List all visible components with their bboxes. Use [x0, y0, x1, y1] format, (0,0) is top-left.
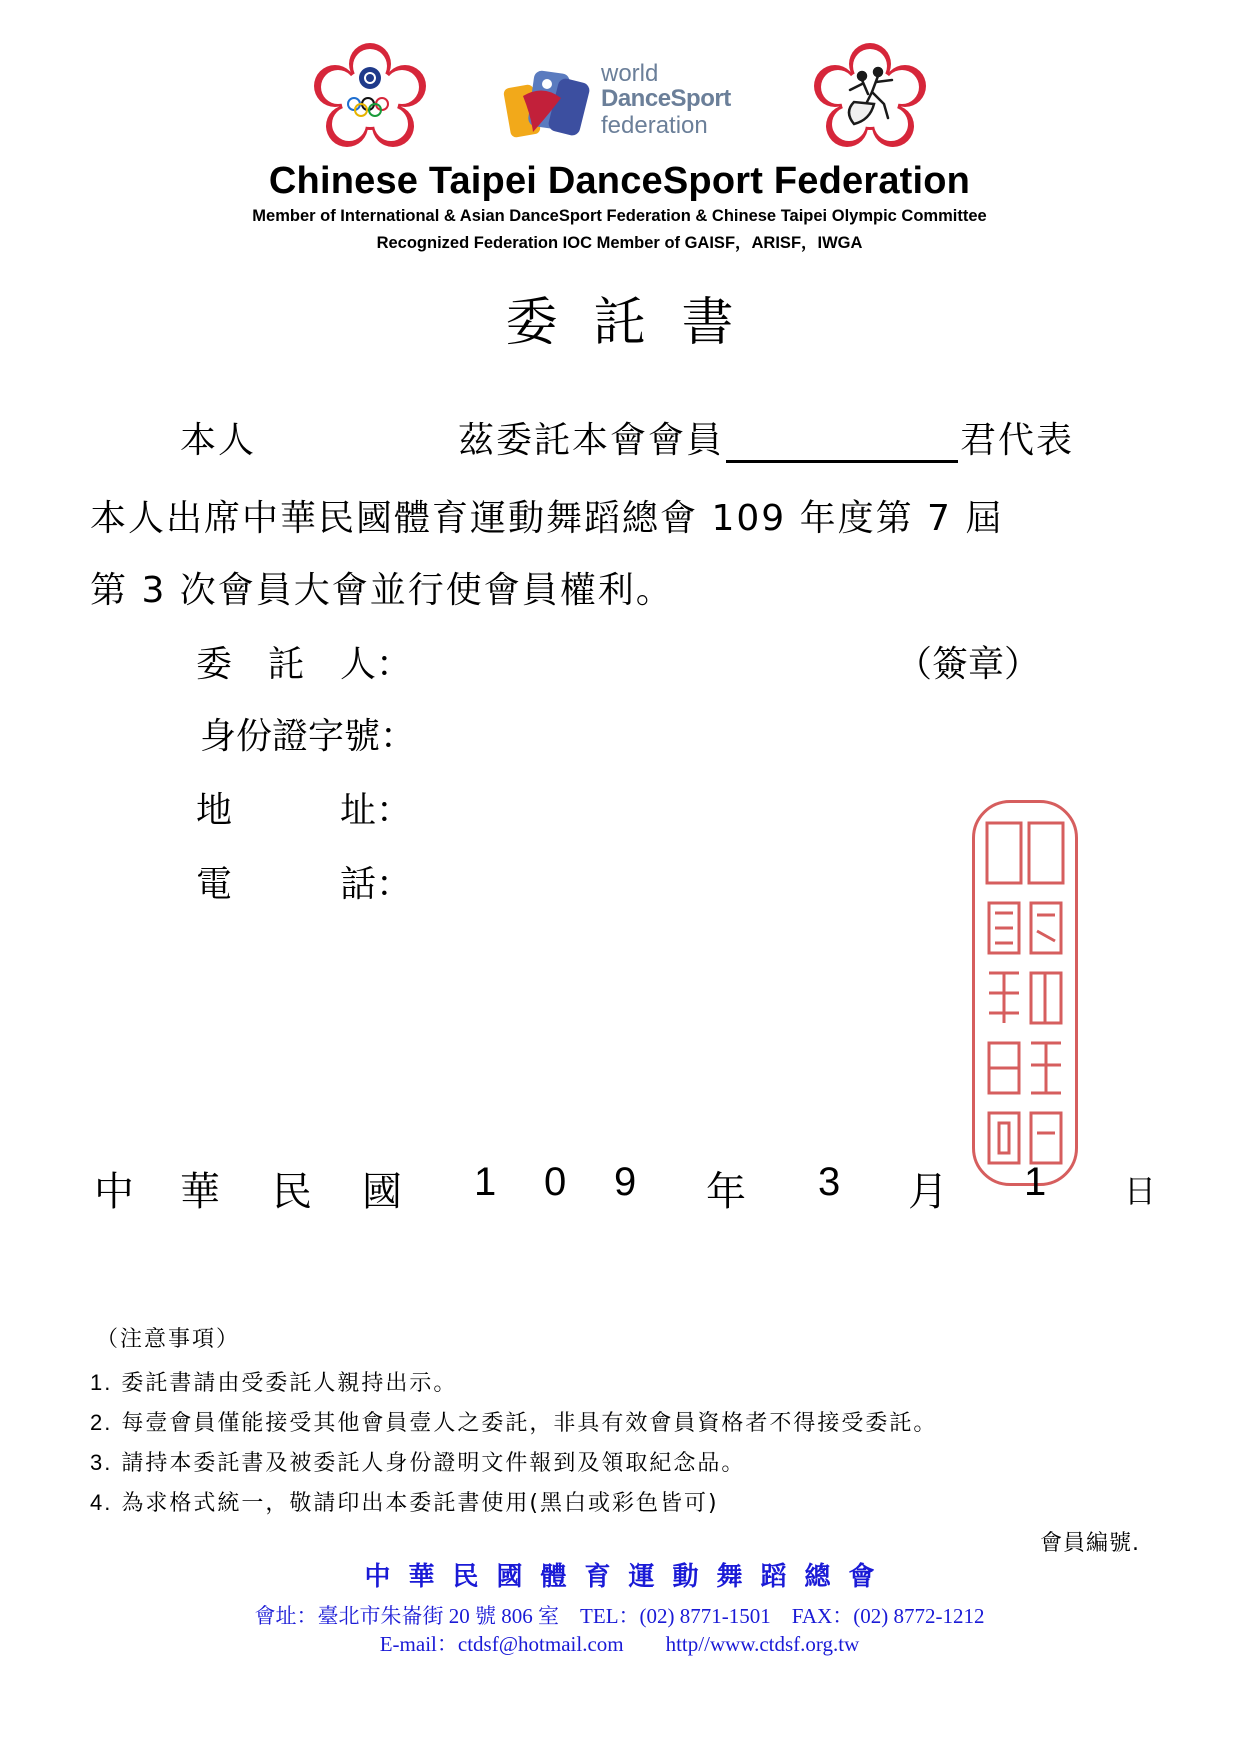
org-subtitle-2: Recognized Federation IOC Member of GAISF，ARISF，IWGA: [376, 234, 863, 252]
body-line-1c-text: 君代表: [960, 420, 1075, 461]
note-item-2: [90, 1406, 937, 1437]
date-char-1: 中: [94, 1169, 134, 1215]
footer-org-name: 中華民國體育運動舞蹈總會: [364, 1562, 893, 1592]
note-text: 委託書請由受委託人親持出示。: [121, 1371, 458, 1396]
note-item-4: [90, 1486, 719, 1517]
principal-label: 委 託 人：: [196, 644, 413, 685]
note-item-3: [90, 1446, 745, 1477]
month-value: 3: [818, 1160, 841, 1204]
wdsf-word-2: DanceSport: [601, 85, 731, 112]
delegate-name-blank[interactable]: [726, 426, 958, 463]
olympic-committee-emblem: [314, 42, 426, 152]
note-text: 每壹會員僅能接受其他會員壹人之委託，非具有效會員資格者不得接受委託。: [121, 1411, 938, 1436]
wdsf-word-3: federation: [601, 112, 708, 139]
org-subtitle-1: Member of International & Asian DanceSport Federation & Chinese Taipei Olympic Committee: [252, 207, 987, 225]
date-char-3: 民: [272, 1169, 312, 1215]
notes-heading: （注意事項）: [96, 1327, 241, 1352]
note-text: 請持本委託書及被委託人身份證明文件報到及領取紀念品。: [121, 1451, 746, 1476]
wdsf-word-1: world: [601, 60, 659, 87]
wdsf-logo-icon: [503, 66, 599, 144]
id-number-label: 身份證字號：: [200, 716, 417, 757]
note-number: 3.: [90, 1450, 113, 1475]
phone-label: 電 話：: [196, 864, 413, 905]
member-number-label: 會員編號.: [1040, 1531, 1140, 1556]
year-digit-1: 1: [474, 1160, 497, 1204]
body-line-2: 本人出席中華民國體育運動舞蹈總會 109 年度第 7 屆: [90, 498, 1004, 539]
signature-label: （簽章）: [896, 644, 1041, 685]
dancesport-emblem: [814, 42, 926, 152]
note-number: 2.: [90, 1410, 113, 1435]
day-value: 1: [1024, 1160, 1047, 1204]
org-name: Chinese Taipei DanceSport Federation: [268, 160, 971, 202]
seal-glyph-pattern: [975, 803, 1075, 1183]
wdsf-wordmark: [601, 62, 771, 138]
body-line-1b-text: 茲委託本會會員: [458, 420, 725, 461]
document-title: 委託書: [505, 293, 770, 353]
official-seal: [972, 800, 1078, 1186]
note-item-1: [90, 1366, 457, 1397]
body-line-1b: [458, 412, 1074, 463]
note-number: 1.: [90, 1370, 113, 1395]
year-digit-3: 9: [614, 1160, 637, 1204]
date-char-4: 國: [362, 1169, 402, 1215]
body-line-3: 第 3 次會員大會並行使會員權利。: [90, 570, 674, 611]
address-label: 地 址：: [196, 790, 413, 831]
month-label: 月: [908, 1169, 948, 1215]
note-number: 4.: [90, 1490, 113, 1515]
year-digit-2: 0: [544, 1160, 567, 1204]
day-label: 日: [1124, 1172, 1157, 1210]
year-label: 年: [706, 1169, 746, 1215]
footer-address: 會址：臺北市朱崙街 20 號 806 室 TEL：(02) 8771-1501 FAX：(02) 8772-1212: [254, 1604, 985, 1628]
body-line-1a: 本人: [180, 420, 257, 461]
note-text: 為求格式統一，敬請印出本委託書使用(黑白或彩色皆可): [121, 1491, 719, 1516]
footer-contact[interactable]: E-mail：ctdsf@hotmail.com http//www.ctdsf.org.tw: [379, 1632, 860, 1656]
date-char-2: 華: [180, 1169, 220, 1215]
